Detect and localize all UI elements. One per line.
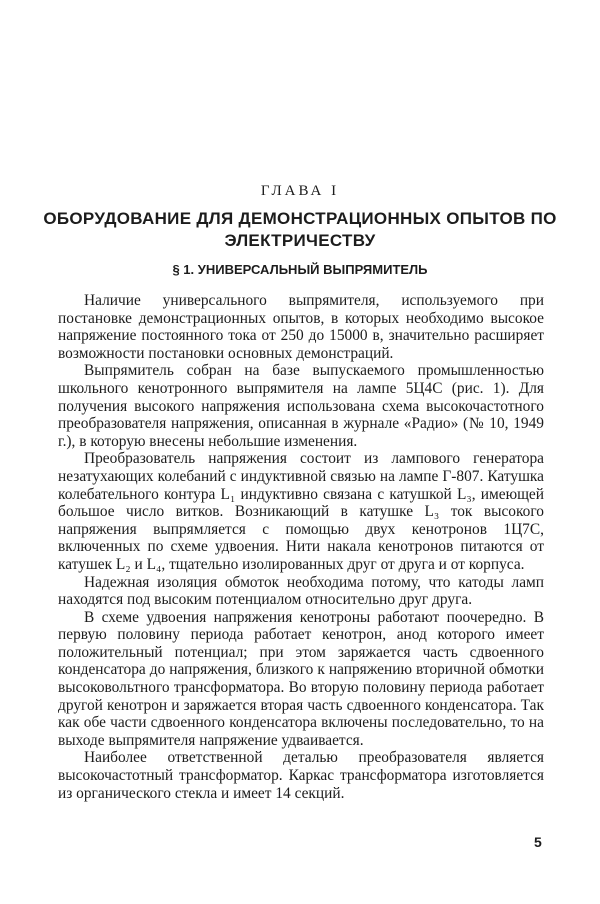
section-title: § 1. УНИВЕРСАЛЬНЫЙ ВЫПРЯМИТЕЛЬ [172, 262, 428, 277]
page-number: 5 [534, 834, 542, 850]
paragraph-4: Надежная изоляция обмоток необходима потому, что катоды ламп находятся под высоким потенциалом относительно друг друга. [58, 573, 544, 609]
paragraph-2: Выпрямитель собран на базе выпускаемого промышленностью школьного кенотронного выпрямителя на лампе 5Ц4С (рис. 1). Для получения высокого напряжения использована схема высокочастотного преобразователя напряжения, описанная в журнале «Радио» (№ 10, 1949 г.), в которую внесены небольшие изменения. [58, 362, 544, 450]
paragraph-5: В схеме удвоения напряжения кенотроны работают поочередно. В первую половину периода работает кенотрон, анод которого имеет положительный потенциал; при этом заряжается часть сдвоенного конденсатора до напряжения, близкого к напряжению вторичной обмотки высоковольтного трансформатора. Во вторую половину периода работает другой кенотрон и заряжается вторая часть сдвоенного конденсатора. Так как обе части сдвоенного конденсатора включены последовательно, то на выходе выпрямителя напряжение удваивается. [58, 608, 544, 749]
chapter-label: ГЛАВА I [260, 183, 340, 199]
paragraph-1: Наличие универсального выпрямителя, используемого при постановке демонстрационных опытов, в которых необходимо высокое напряжение постоянного тока от 250 до 15000 в, значительно расширяет возможности постановки основных демонстраций. [58, 292, 544, 362]
paragraph-6: Наиболее ответственной деталью преобразователя является высокочастотный трансформатор. Каркас трансформатора изготовляется из органического стекла и имеет 14 секций. [58, 749, 544, 802]
chapter-title: ОБОРУДОВАНИЕ ДЛЯ ДЕМОНСТРАЦИОННЫХ ОПЫТОВ ПО ЭЛЕКТРИЧЕСТВУ [43, 209, 557, 250]
paragraph-3: Преобразователь напряжения состоит из лампового генератора незатухающих колебаний с индуктивной связью на лампе Г-807. Катушка колебательного контура L₁ индуктивно связана с катушкой L₃, имеющей большое число витков. Возникающий в катушке L₃ ток высокого напряжения выпрямляется с помощью двух кенотронов 1Ц7С, включенных по схеме удвоения. Нити накала кенотронов питаются от катушек L₂ и L₄, тщательно изолированных друг от друга и от корпуса. [58, 450, 544, 573]
body-text [58, 292, 544, 802]
